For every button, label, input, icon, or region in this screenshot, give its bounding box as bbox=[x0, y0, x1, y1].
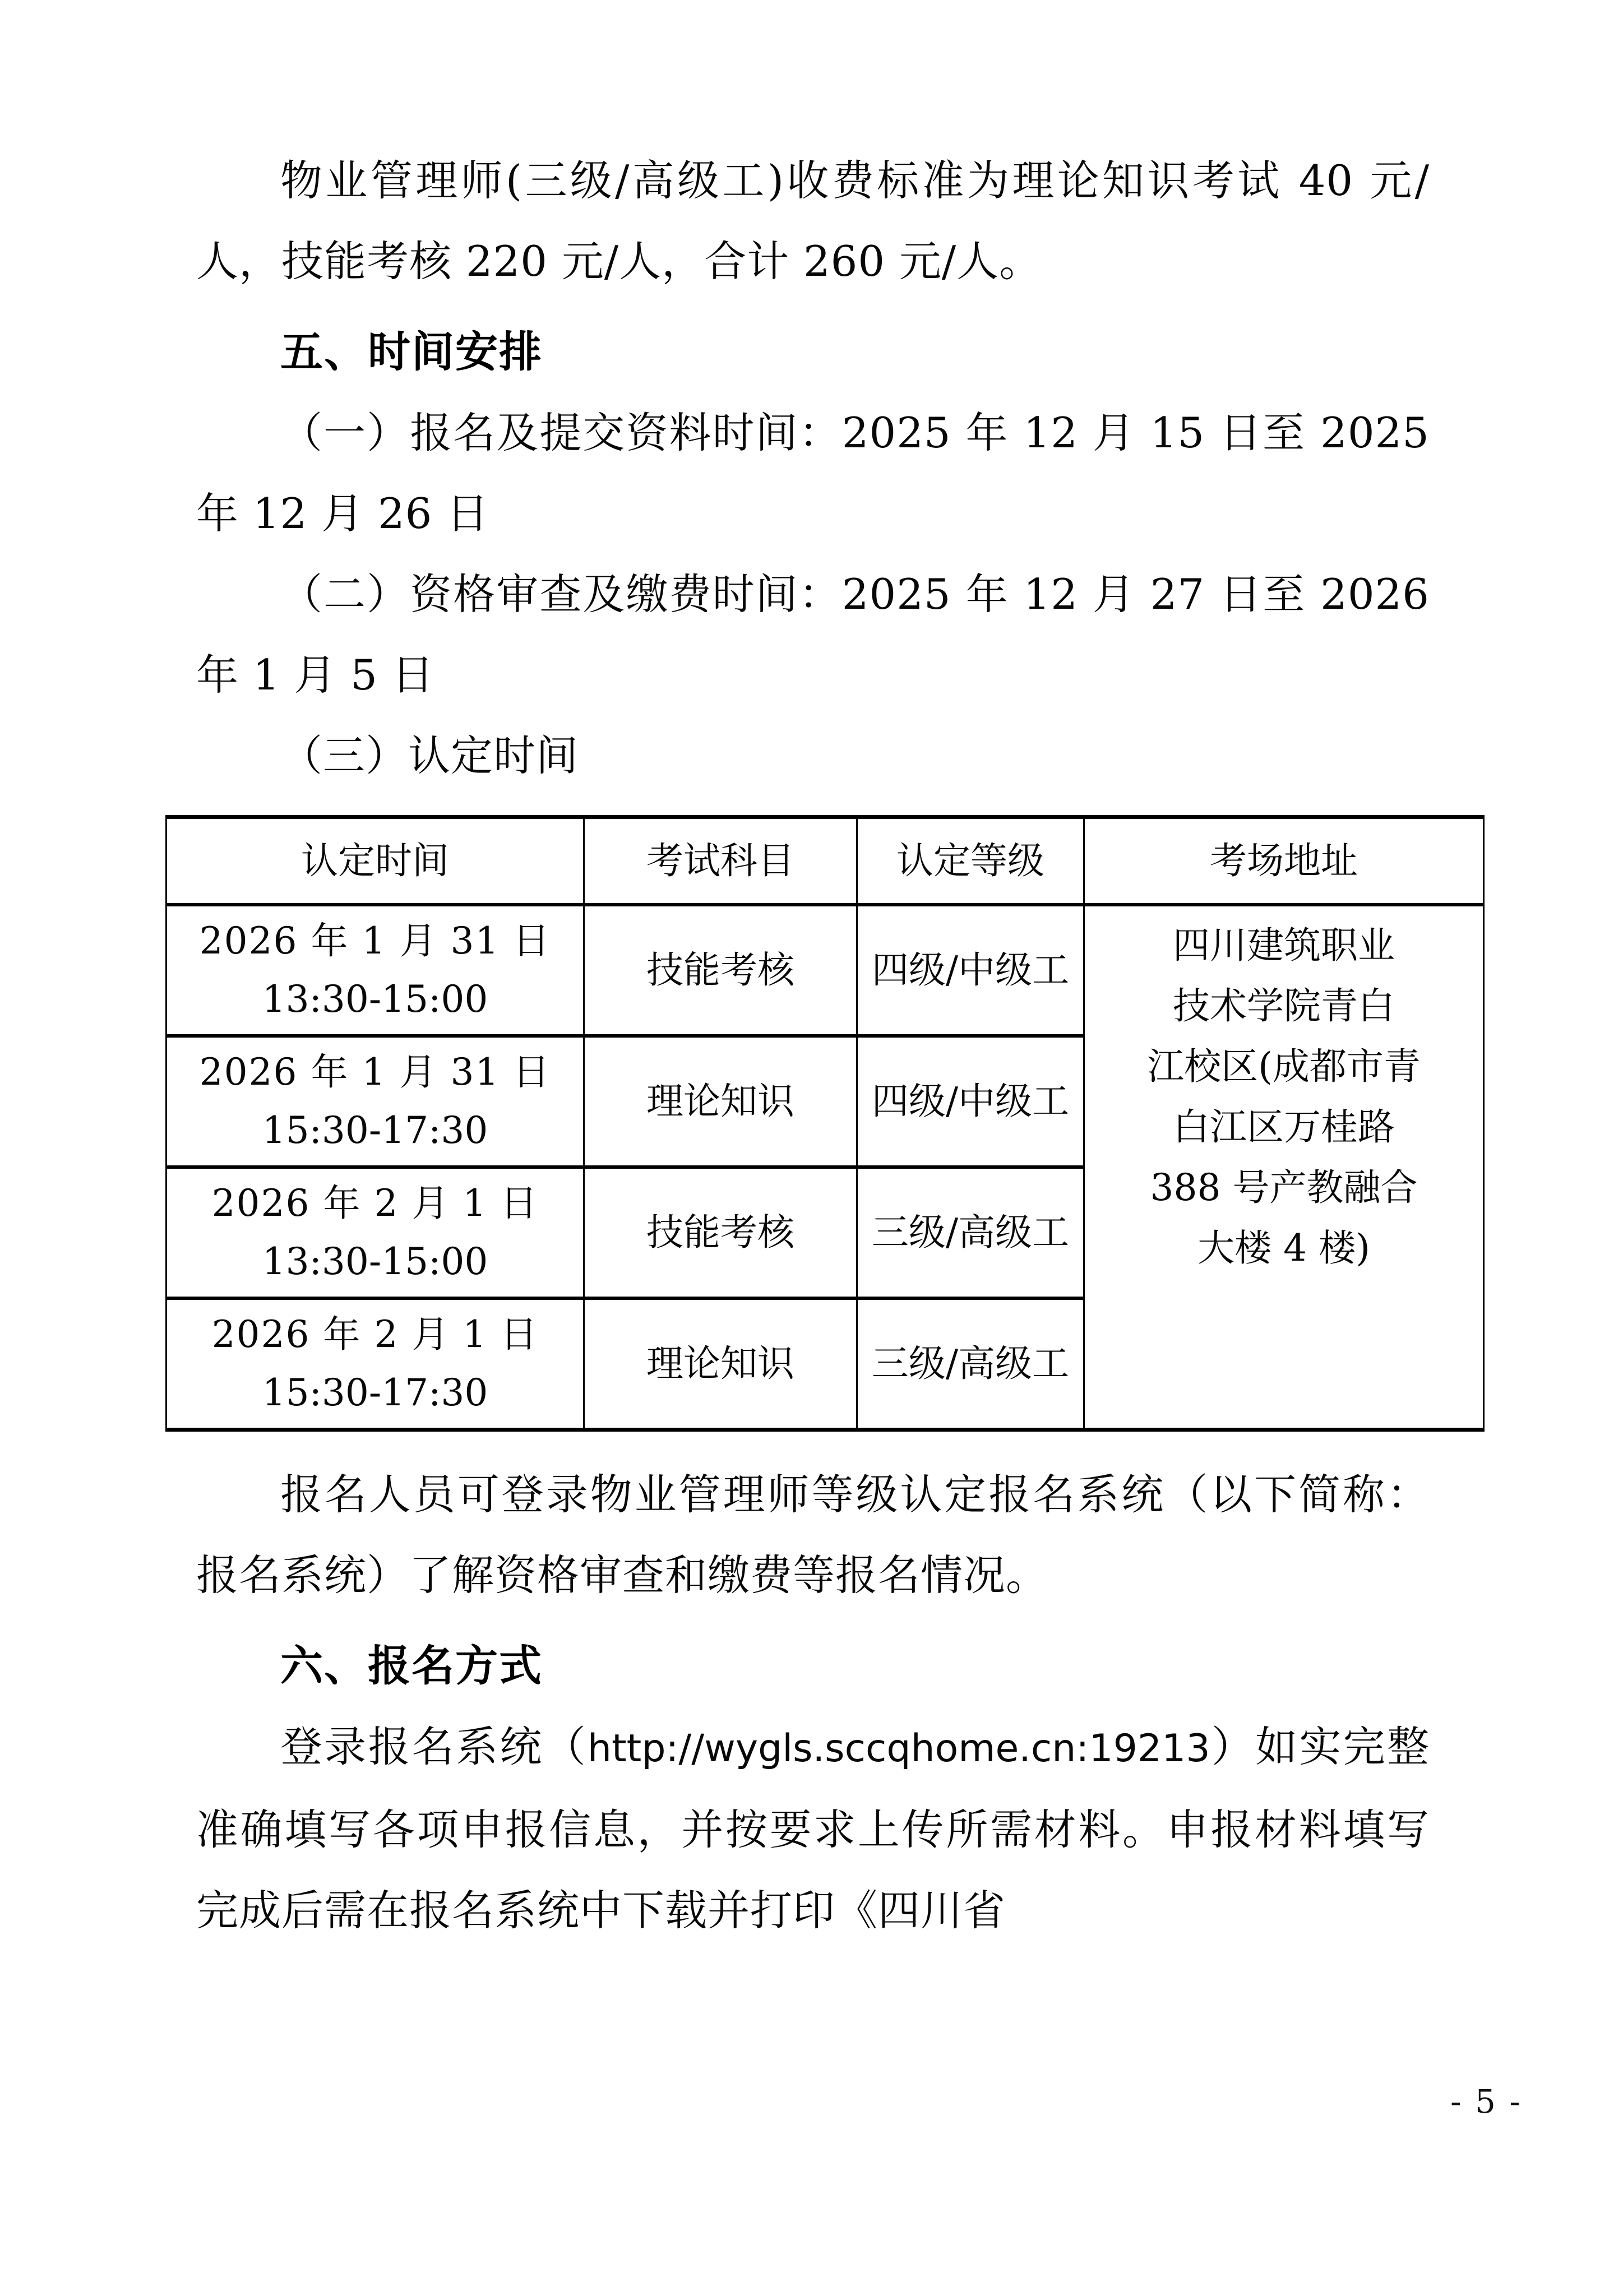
cell-assessment-time bbox=[167, 1298, 584, 1430]
registration-tail-text: ）如实完整准确填写各项申报信息，并按要求上传所需材料。申报材料填写完成后需在报名系统中下载并打印《四川省 bbox=[196, 1722, 1430, 1935]
cell-subject: 理论知识 bbox=[584, 1298, 857, 1430]
section-heading-six: 六、报名方式 bbox=[280, 1641, 543, 1691]
section-heading-five: 五、时间安排 bbox=[280, 327, 543, 377]
spacer bbox=[196, 1432, 1430, 1454]
cell-date: 2026 年 2 月 1 日 bbox=[211, 1182, 539, 1225]
cell-date: 2026 年 1 月 31 日 bbox=[199, 1050, 551, 1094]
fee-paragraph: 物业管理师(三级/高级工)收费标准为理论知识考试 40 元/人，技能考核 220 元/人，合计 260 元/人。 bbox=[196, 156, 1430, 286]
cell-subject: 理论知识 bbox=[584, 1036, 857, 1167]
page-number: - 5 - bbox=[1450, 2082, 1522, 2121]
header-cell-subject: 考试科目 bbox=[584, 817, 857, 905]
spacer bbox=[196, 1615, 1430, 1626]
venue-line: 江校区(成都市青 bbox=[1147, 1045, 1421, 1088]
cell-assessment-time bbox=[167, 1167, 584, 1298]
schedule-table bbox=[165, 815, 1485, 1432]
registration-lead-text: 登录报名系统（ bbox=[280, 1722, 588, 1771]
cell-time: 13:30-15:00 bbox=[262, 1240, 488, 1283]
venue-line: 大楼 4 楼) bbox=[1197, 1226, 1370, 1270]
cell-time: 15:30-17:30 bbox=[262, 1109, 488, 1152]
table-header-row bbox=[167, 817, 1484, 905]
schedule-table-wrapper bbox=[165, 815, 1483, 1432]
item-three-assessment-time: （三）认定时间 bbox=[280, 731, 579, 780]
cell-time: 13:30-15:00 bbox=[262, 978, 488, 1021]
venue-line: 388 号产教融合 bbox=[1150, 1166, 1418, 1209]
item-two-review-payment-period: （二）资格审查及缴费时间：2025 年 12 月 27 日至 2026 年 1 月 5 日 bbox=[196, 570, 1430, 700]
cell-assessment-time bbox=[167, 1036, 584, 1167]
cell-venue-address bbox=[1084, 905, 1484, 1430]
cell-date: 2026 年 1 月 31 日 bbox=[199, 919, 551, 962]
cell-date: 2026 年 2 月 1 日 bbox=[211, 1313, 539, 1356]
venue-line: 四川建筑职业 bbox=[1173, 924, 1395, 967]
table-row bbox=[167, 905, 1484, 1036]
registration-method-paragraph bbox=[196, 1706, 1430, 1951]
cell-level: 三级/高级工 bbox=[857, 1298, 1084, 1430]
header-cell-level: 认定等级 bbox=[857, 817, 1084, 905]
cell-time: 15:30-17:30 bbox=[262, 1371, 488, 1414]
header-cell-time: 认定时间 bbox=[167, 817, 584, 905]
item-one-registration-period: （一）报名及提交资料时间：2025 年 12 月 15 日至 2025 年 12 月 26 日 bbox=[196, 408, 1430, 538]
cell-assessment-time bbox=[167, 905, 584, 1036]
cell-level: 三级/高级工 bbox=[857, 1167, 1084, 1298]
spacer bbox=[196, 302, 1430, 312]
cell-subject: 技能考核 bbox=[584, 905, 857, 1036]
registration-system-url[interactable]: http://wygls.sccqhome.cn:19213 bbox=[587, 1726, 1210, 1771]
cell-subject: 技能考核 bbox=[584, 1167, 857, 1298]
cell-level: 四级/中级工 bbox=[857, 905, 1084, 1036]
cell-level: 四级/中级工 bbox=[857, 1036, 1084, 1167]
venue-line: 白江区万桂路 bbox=[1173, 1105, 1395, 1149]
page-content bbox=[196, 140, 1430, 1951]
venue-line: 技术学院青白 bbox=[1173, 984, 1395, 1027]
after-table-paragraph: 报名人员可登录物业管理师等级认定报名系统（以下简称：报名系统）了解资格审查和缴费等报名情况。 bbox=[196, 1470, 1430, 1600]
header-cell-venue: 考场地址 bbox=[1084, 817, 1484, 905]
